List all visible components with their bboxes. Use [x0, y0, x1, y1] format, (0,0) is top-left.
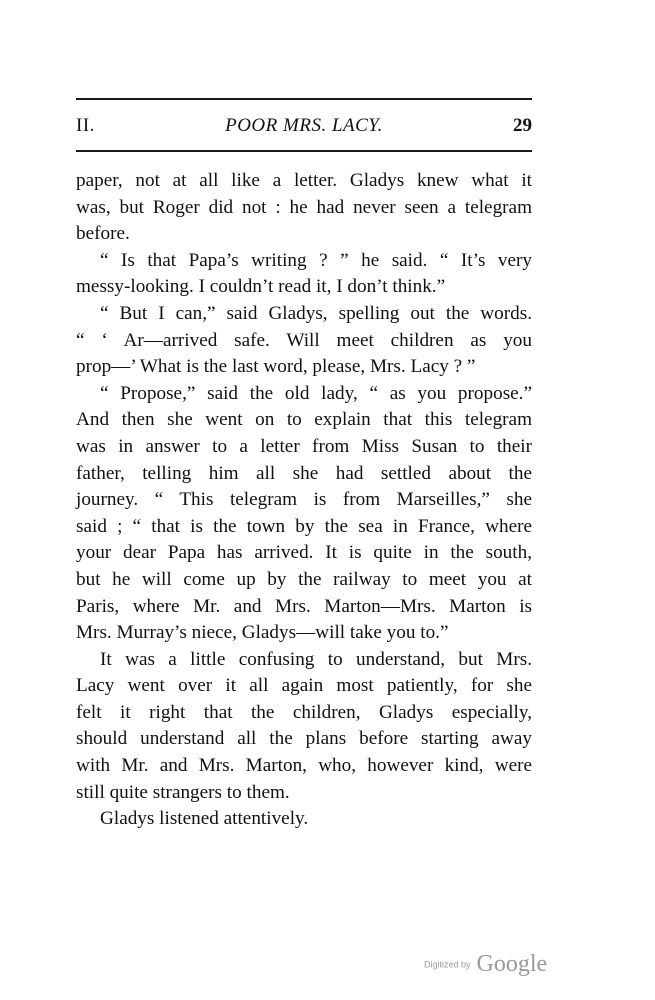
header-top-rule: [76, 98, 532, 100]
text-line: Paris, where Mr. and Mrs. Marton—Mrs. Marton is: [76, 595, 532, 617]
text-line: messy-looking. I couldn’t read it, I don’t think.”: [76, 276, 446, 298]
text-line: but he will come up by the railway to meet you at: [76, 568, 532, 590]
text-line: felt it right that the children, Gladys especially,: [76, 701, 532, 723]
text-line: your dear Papa has arrived. It is quite in the south,: [76, 542, 532, 564]
running-head: [76, 114, 532, 138]
page-number: 29: [513, 115, 532, 136]
digitized-by-label: Digitized by: [424, 959, 471, 970]
text-line: said ; “ that is the town by the sea in France, where: [76, 515, 532, 537]
header-bottom-rule: [76, 150, 532, 152]
text-line: should understand all the plans before starting away: [76, 728, 532, 750]
text-line: before.: [76, 223, 130, 245]
text-line: And then she went on to explain that this telegram: [76, 409, 532, 431]
text-line: journey. “ This telegram is from Marseilles,” she: [76, 489, 532, 511]
text-line: “ But I can,” said Gladys, spelling out the words.: [100, 302, 532, 324]
text-line: “ ‘ Ar—arrived safe. Will meet children as you: [76, 329, 532, 351]
text-line: Gladys listened attentively.: [100, 808, 309, 830]
text-line: with Mr. and Mrs. Marton, who, however kind, were: [76, 755, 532, 777]
text-line: “ Propose,” said the old lady, “ as you propose.”: [100, 382, 532, 404]
text-line: Mrs. Murray’s niece, Gladys—will take you to.”: [76, 622, 449, 644]
text-line: It was a little confusing to understand, but Mrs.: [100, 648, 532, 670]
running-title: POOR MRS. LACY.: [225, 115, 383, 136]
text-line: “ Is that Papa’s writing ? ” he said. “ It’s very: [100, 249, 532, 271]
text-line: still quite strangers to them.: [76, 781, 290, 803]
chapter-number: II.: [76, 115, 95, 136]
text-line: was, but Roger did not : he had never seen a telegram: [76, 196, 532, 218]
text-line: Lacy went over it all again most patiently, for she: [76, 675, 532, 697]
digitization-watermark: [424, 951, 564, 981]
text-line: paper, not at all like a letter. Gladys knew what it: [76, 170, 532, 191]
google-logo: Google: [476, 951, 548, 977]
text-line: father, telling him all she had settled about the: [76, 462, 532, 484]
text-line: was in answer to a letter from Miss Susan to their: [76, 435, 532, 457]
text-line: prop—’ What is the last word, please, Mrs. Lacy ? ”: [76, 356, 476, 378]
body-text: [76, 168, 532, 833]
